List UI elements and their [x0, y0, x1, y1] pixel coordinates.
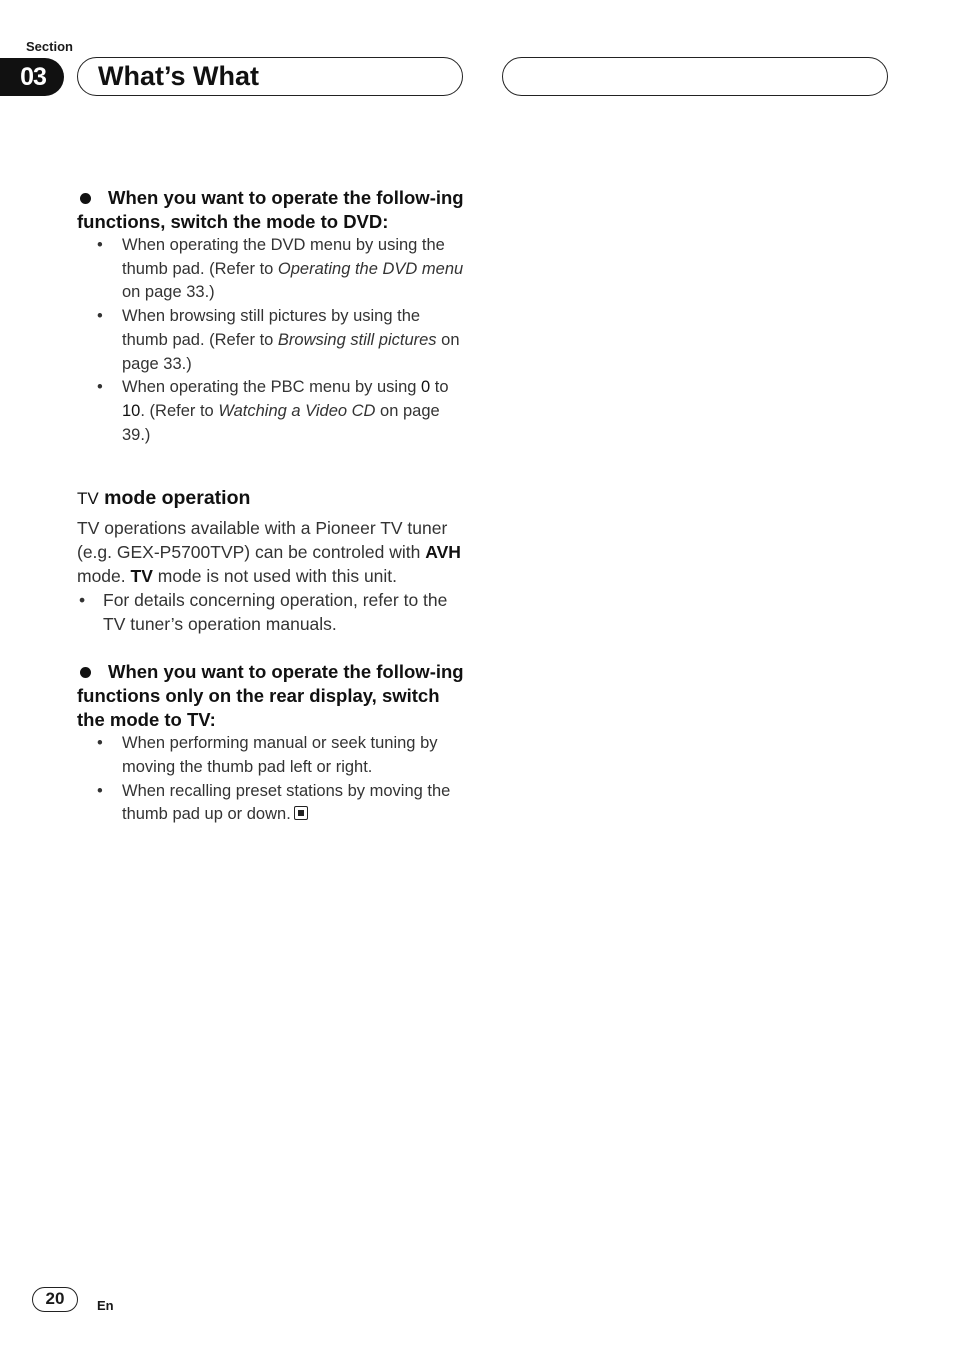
section-number-badge: 03 — [0, 58, 64, 96]
dvd-mode-heading-text: When you want to operate the follow-ing functions, switch the mode to DVD: — [77, 187, 464, 232]
header-right-box — [502, 57, 888, 96]
language-label: En — [97, 1298, 114, 1313]
filled-bullet-icon — [80, 193, 91, 204]
page-number: 20 — [32, 1287, 78, 1312]
tv-note-list — [77, 588, 469, 636]
section-title-box — [77, 57, 463, 96]
item-text: When operating the DVD menu by using the thumb pad. (Refer to — [122, 236, 445, 278]
note-text: For details concerning operation, refer to the TV tuner’s operation manuals. — [103, 590, 448, 635]
item-text: to — [430, 378, 449, 397]
list-item — [77, 588, 469, 636]
bullet-icon: • — [97, 307, 103, 326]
list-item — [77, 780, 469, 827]
para-text: TV operations available with a Pioneer TV tuner (e.g. GEX-P5700TVP) can be controled with — [77, 518, 448, 563]
tv-mode-heading-rest: mode operation — [98, 487, 251, 510]
item-text: on page 33.) — [122, 330, 460, 373]
tv-mode-heading-prefix: TV — [77, 489, 99, 509]
list-item — [77, 732, 469, 779]
item-text: When performing manual or seek tuning by moving the thumb pad left or right. — [122, 734, 438, 777]
key-label: 10 — [122, 401, 141, 420]
key-label: 0 — [421, 378, 431, 397]
tv-mode-heading — [77, 485, 469, 512]
list-item — [77, 234, 469, 305]
end-of-section-icon — [294, 806, 308, 820]
para-text: mode. — [77, 566, 131, 587]
mode-label: TV — [130, 566, 153, 587]
list-item — [77, 376, 469, 447]
section-title: What’s What — [98, 61, 259, 91]
bullet-icon: • — [97, 236, 103, 254]
bullet-icon: • — [79, 590, 86, 611]
para-text: mode is not used with this unit. — [152, 566, 398, 587]
item-text: on page 39.) — [122, 401, 440, 444]
bullet-icon: • — [97, 734, 103, 753]
crossref: Watching a Video CD — [218, 401, 376, 420]
item-text: on page 33.) — [122, 283, 215, 302]
filled-bullet-icon — [80, 667, 91, 678]
crossref: Operating the DVD menu — [277, 259, 464, 278]
mode-label: AVH — [425, 542, 461, 563]
dvd-mode-heading — [77, 186, 469, 234]
crossref: Browsing still pictures — [277, 330, 437, 349]
item-text: . (Refer to — [140, 401, 219, 420]
dvd-mode-list — [77, 234, 469, 447]
item-text: When browsing still pictures by using the thumb pad. (Refer to — [122, 307, 421, 349]
tv-mode-paragraph — [77, 516, 469, 588]
bullet-icon: • — [97, 378, 103, 397]
list-item — [77, 305, 469, 376]
tv-mode-switch-heading — [77, 660, 469, 732]
item-text: When operating the PBC menu by using — [122, 378, 422, 397]
tv-mode-list — [77, 732, 469, 827]
section-label: Section — [26, 39, 73, 54]
bullet-icon: • — [97, 781, 103, 800]
tv-mode-switch-heading-text: When you want to operate the follow-ing functions only on the rear display, switch the mode to TV: — [77, 661, 464, 731]
item-text: When recalling preset stations by moving the thumb pad up or down. — [122, 781, 451, 824]
main-column — [77, 186, 469, 827]
